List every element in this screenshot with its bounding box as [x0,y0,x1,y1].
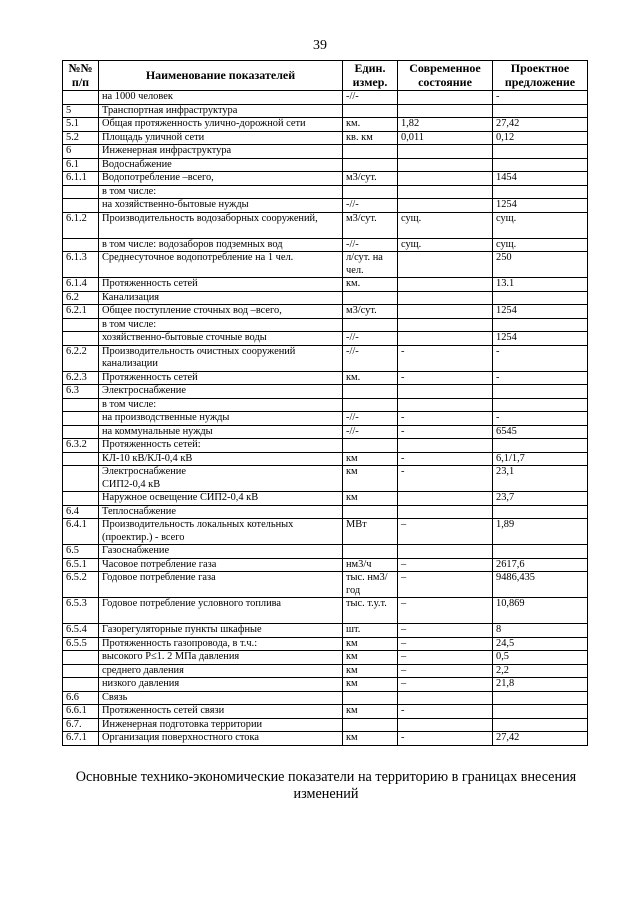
cell-unit: нм3/ч [343,558,398,572]
cell-unit: км. [343,118,398,132]
cell-name: Электроснабжение [99,385,343,399]
table-row [63,732,588,746]
cell-num [63,199,99,213]
cell-proposed: 1454 [493,172,588,186]
cell-unit: км. [343,371,398,385]
cell-num: 6 [63,145,99,159]
cell-proposed: 1254 [493,199,588,213]
cell-unit: км [343,492,398,506]
cell-name: среднего давления [99,664,343,678]
cell-name: Инженерная инфраструктура [99,145,343,159]
cell-proposed: 250 [493,252,588,278]
cell-unit: -//- [343,332,398,346]
cell-proposed: 1254 [493,305,588,319]
cell-name: Часовое потребление газа [99,558,343,572]
cell-num: 6.1.2 [63,212,99,238]
cell-current: – [398,624,493,638]
table-row [63,624,588,638]
cell-unit [343,318,398,332]
cell-name: Наружное освещение СИП2-0,4 кВ [99,492,343,506]
cell-current: сущ. [398,238,493,252]
cell-num: 6.1.1 [63,172,99,186]
cell-num: 6.5.5 [63,637,99,651]
table-row [63,385,588,399]
cell-num: 6.2.3 [63,371,99,385]
cell-current [398,385,493,399]
cell-proposed [493,705,588,719]
cell-name: хозяйственно-бытовые сточные воды [99,332,343,346]
header-num: №№ п/п [63,61,99,91]
cell-name: на коммунальные нужды [99,425,343,439]
cell-num [63,664,99,678]
cell-name: Инженерная подготовка территории [99,718,343,732]
cell-unit [343,104,398,118]
cell-name: Водоснабжение [99,158,343,172]
cell-current: - [398,466,493,492]
table-row [63,412,588,426]
cell-num: 6.7. [63,718,99,732]
cell-num [63,91,99,105]
cell-unit: км [343,732,398,746]
cell-proposed: 8 [493,624,588,638]
cell-proposed: 27,42 [493,732,588,746]
cell-num: 6.3.2 [63,439,99,453]
cell-proposed: 24,5 [493,637,588,651]
cell-name: высокого P≤1. 2 МПа давления [99,651,343,665]
table-row [63,252,588,278]
cell-proposed [493,691,588,705]
cell-proposed [493,505,588,519]
cell-current [398,398,493,412]
cell-proposed [493,318,588,332]
cell-proposed [493,385,588,399]
cell-name: на хозяйственно-бытовые нужды [99,199,343,213]
cell-name: в том числе: [99,318,343,332]
table-header-row [63,61,588,91]
cell-proposed: сущ. [493,238,588,252]
table-row [63,664,588,678]
cell-name: в том числе: водозаборов подземных вод [99,238,343,252]
table-row [63,718,588,732]
cell-num [63,185,99,199]
cell-current: - [398,345,493,371]
cell-proposed: сущ. [493,212,588,238]
cell-current [398,158,493,172]
cell-current [398,291,493,305]
cell-current: – [398,558,493,572]
cell-num: 6.1 [63,158,99,172]
cell-current [398,305,493,319]
caption: Основные технико-экономические показатели на территорию в границах внесения изменений [75,769,577,802]
cell-proposed [493,185,588,199]
cell-unit [343,185,398,199]
table-row [63,651,588,665]
cell-current [398,691,493,705]
cell-num [63,678,99,692]
cell-num [63,412,99,426]
table-row [63,598,588,624]
cell-name: Протяженность сетей [99,371,343,385]
cell-num [63,466,99,492]
cell-name: Организация поверхностного стока [99,732,343,746]
cell-proposed: 10,869 [493,598,588,624]
cell-unit: -//- [343,425,398,439]
table-row [63,452,588,466]
table-row [63,238,588,252]
cell-num: 6.5 [63,545,99,559]
cell-proposed: 23,1 [493,466,588,492]
cell-unit [343,439,398,453]
cell-num: 6.4 [63,505,99,519]
table-row [63,158,588,172]
cell-current [398,172,493,186]
cell-proposed: 0,12 [493,131,588,145]
cell-current: сущ. [398,212,493,238]
cell-current: – [398,519,493,545]
cell-current: – [398,651,493,665]
cell-unit: -//- [343,345,398,371]
cell-current: 1,82 [398,118,493,132]
cell-unit: шт. [343,624,398,638]
cell-proposed [493,145,588,159]
table-row [63,145,588,159]
cell-proposed: 13.1 [493,278,588,292]
table-row [63,118,588,132]
cell-proposed [493,291,588,305]
cell-proposed [493,545,588,559]
cell-unit: -//- [343,238,398,252]
cell-unit: кв. км [343,131,398,145]
cell-unit [343,145,398,159]
cell-num [63,318,99,332]
cell-proposed: 6545 [493,425,588,439]
cell-name: Производительность локальных котельных (проектир.) - всего [99,519,343,545]
cell-unit [343,718,398,732]
cell-num: 6.7.1 [63,732,99,746]
cell-name: Общее поступление сточных вод –всего, [99,305,343,319]
header-proposed: Проектное предложение [493,61,588,91]
cell-unit [343,158,398,172]
cell-proposed: 0,5 [493,651,588,665]
cell-unit [343,398,398,412]
table-row [63,545,588,559]
table-row [63,199,588,213]
cell-current [398,278,493,292]
cell-name-line: СИП2-0,4 кВ [102,478,161,490]
cell-name: на 1000 человек [99,91,343,105]
cell-name: Протяженность сетей связи [99,705,343,719]
cell-num [63,332,99,346]
cell-name: Годовое потребление газа [99,572,343,598]
cell-current [398,252,493,278]
cell-num [63,452,99,466]
cell-proposed: 2,2 [493,664,588,678]
table-row [63,637,588,651]
table-row [63,439,588,453]
cell-current [398,332,493,346]
cell-name: Газорегуляторные пункты шкафные [99,624,343,638]
cell-num: 6.2 [63,291,99,305]
cell-num: 6.1.4 [63,278,99,292]
cell-current: – [398,678,493,692]
cell-proposed: - [493,91,588,105]
cell-name-line: Электроснабжение [102,466,186,477]
table-row [63,172,588,186]
cell-current [398,318,493,332]
cell-proposed [493,718,588,732]
table-row [63,278,588,292]
cell-name: на производственные нужды [99,412,343,426]
cell-name: Общая протяженность улично-дорожной сети [99,118,343,132]
table-row [63,398,588,412]
cell-unit [343,291,398,305]
cell-current: - [398,425,493,439]
cell-unit: -//- [343,412,398,426]
cell-proposed [493,158,588,172]
table-row [63,505,588,519]
cell-unit: тыс. нм3/год [343,572,398,598]
cell-num: 6.2.1 [63,305,99,319]
table-row [63,345,588,371]
cell-unit: м3/сут. [343,212,398,238]
cell-unit: -//- [343,199,398,213]
table-row [63,558,588,572]
cell-proposed: 6,1/1,7 [493,452,588,466]
indicators-table [62,60,588,746]
cell-proposed: 23,7 [493,492,588,506]
cell-num: 5.2 [63,131,99,145]
cell-current: - [398,452,493,466]
cell-proposed: - [493,412,588,426]
cell-num: 6.5.2 [63,572,99,598]
cell-name: Среднесуточное водопотребление на 1 чел. [99,252,343,278]
cell-num: 6.3 [63,385,99,399]
cell-num: 6.4.1 [63,519,99,545]
cell-num: 6.6 [63,691,99,705]
cell-name: низкого давления [99,678,343,692]
cell-num: 6.5.1 [63,558,99,572]
cell-name: Связь [99,691,343,705]
cell-proposed: - [493,345,588,371]
cell-unit: км [343,705,398,719]
cell-current [398,91,493,105]
header-current: Современное состояние [398,61,493,91]
cell-current [398,439,493,453]
cell-proposed [493,398,588,412]
cell-name: Канализация [99,291,343,305]
cell-num: 6.5.3 [63,598,99,624]
cell-current: - [398,371,493,385]
cell-current [398,505,493,519]
cell-current: – [398,637,493,651]
cell-num: 5 [63,104,99,118]
cell-name: Протяженность газопровода, в т.ч.: [99,637,343,651]
cell-name: Протяженность сетей [99,278,343,292]
cell-name: Протяженность сетей: [99,439,343,453]
table-row [63,572,588,598]
cell-unit: км. [343,278,398,292]
table-row [63,185,588,199]
cell-current: - [398,705,493,719]
cell-name: в том числе: [99,398,343,412]
cell-unit: м3/сут. [343,305,398,319]
cell-current: – [398,664,493,678]
cell-proposed [493,439,588,453]
cell-unit: км [343,466,398,492]
table-row [63,332,588,346]
cell-name: Газоснабжение [99,545,343,559]
table-row [63,466,588,492]
cell-current: - [398,732,493,746]
cell-unit: км [343,637,398,651]
cell-name: Годовое потребление условного топлива [99,598,343,624]
cell-unit: -//- [343,91,398,105]
cell-num: 6.6.1 [63,705,99,719]
cell-unit: тыс. т.у.т. [343,598,398,624]
table-row [63,104,588,118]
cell-name: Производительность очистных сооружений канализации [99,345,343,371]
cell-num [63,398,99,412]
cell-current: - [398,412,493,426]
header-unit: Един. измер. [343,61,398,91]
table-row [63,425,588,439]
table-row [63,305,588,319]
header-name: Наименование показателей [99,61,343,91]
cell-proposed [493,104,588,118]
cell-proposed: 9486,435 [493,572,588,598]
table-row [63,705,588,719]
cell-unit [343,691,398,705]
cell-proposed: - [493,371,588,385]
cell-num [63,425,99,439]
table-row [63,519,588,545]
cell-num: 6.1.3 [63,252,99,278]
cell-proposed: 21,8 [493,678,588,692]
cell-unit: км [343,452,398,466]
cell-current [398,545,493,559]
page-number: 39 [313,38,327,53]
table-row [63,212,588,238]
cell-name [99,466,343,492]
cell-proposed: 27,42 [493,118,588,132]
table-row [63,291,588,305]
cell-proposed: 1,89 [493,519,588,545]
cell-name: КЛ-10 кВ/КЛ-0,4 кВ [99,452,343,466]
cell-current [398,718,493,732]
cell-unit: км [343,651,398,665]
table-row [63,318,588,332]
cell-current: – [398,598,493,624]
cell-unit: м3/сут. [343,172,398,186]
cell-current [398,104,493,118]
cell-unit [343,505,398,519]
cell-current [398,492,493,506]
cell-name: в том числе: [99,185,343,199]
cell-unit [343,385,398,399]
cell-current [398,199,493,213]
cell-unit: л/сут. на чел. [343,252,398,278]
table-row [63,131,588,145]
table-row [63,492,588,506]
cell-unit [343,545,398,559]
cell-current: 0,011 [398,131,493,145]
cell-num: 6.2.2 [63,345,99,371]
cell-unit: МВт [343,519,398,545]
cell-proposed: 1254 [493,332,588,346]
table-row [63,371,588,385]
cell-current: – [398,572,493,598]
cell-num: 6.5.4 [63,624,99,638]
cell-proposed: 2617,6 [493,558,588,572]
cell-name: Водопотребление –всего, [99,172,343,186]
cell-unit: км [343,678,398,692]
cell-unit: км [343,664,398,678]
cell-name: Транспортная инфраструктура [99,104,343,118]
cell-name: Производительность водозаборных сооружений, [99,212,343,238]
table-body [63,91,588,746]
cell-num: 5.1 [63,118,99,132]
cell-num [63,238,99,252]
cell-current [398,185,493,199]
cell-current [398,145,493,159]
cell-name: Теплоснабжение [99,505,343,519]
cell-num [63,651,99,665]
cell-name: Площадь уличной сети [99,131,343,145]
cell-num [63,492,99,506]
table-row [63,91,588,105]
table-row [63,678,588,692]
table-row [63,691,588,705]
